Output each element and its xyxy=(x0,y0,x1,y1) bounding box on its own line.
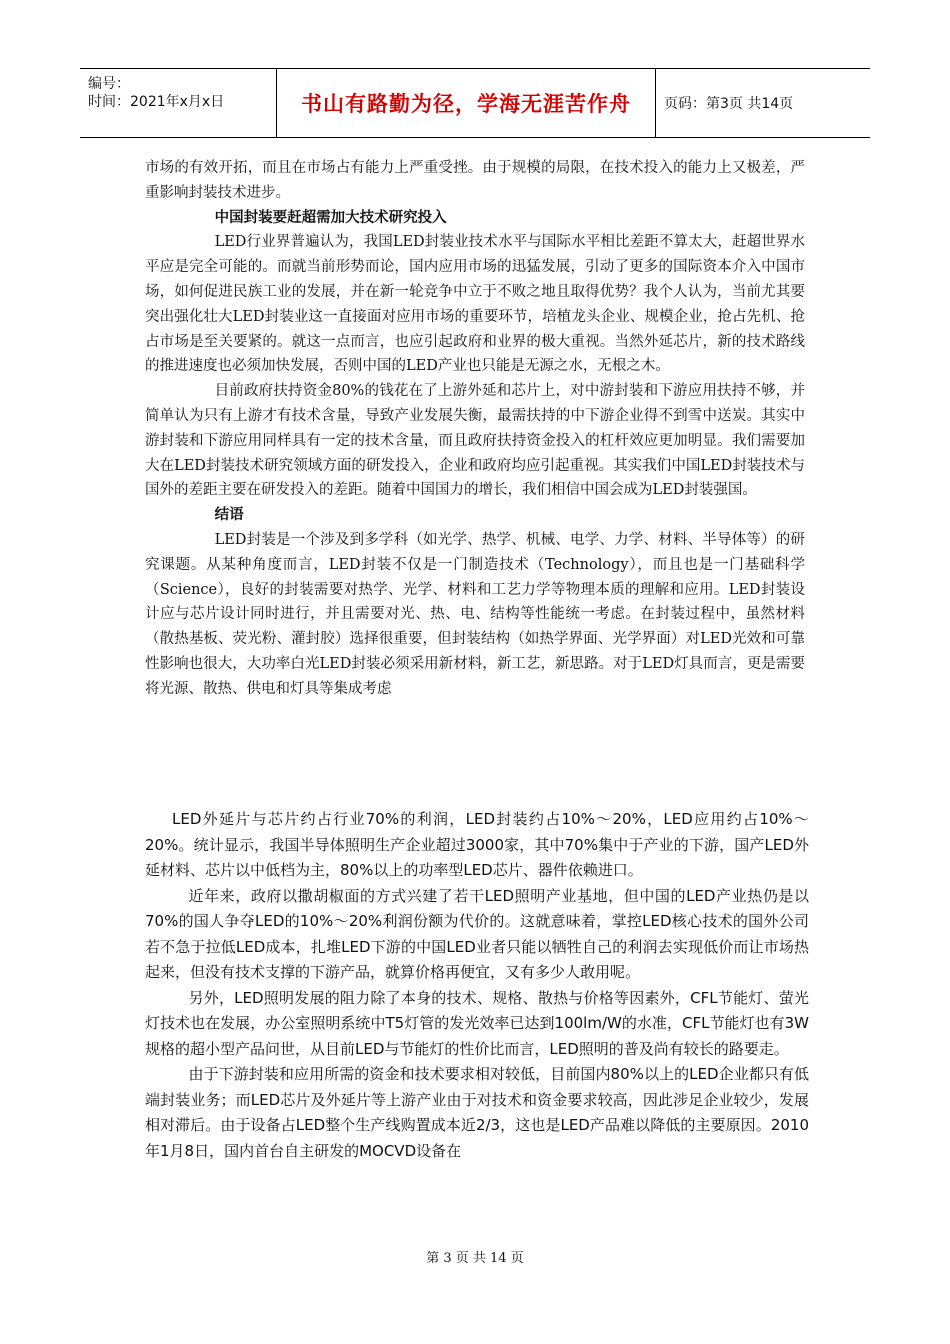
serif-section xyxy=(145,156,805,702)
motto-text: 书山有路勤为径，学海无涯苦作舟 xyxy=(301,92,631,116)
paragraph: LED封装是一个涉及到多学科（如光学、热学、机械、电学、力学、材料、半导体等）的研究课题。从某种角度而言，LED封装不仅是一门制造技术（Technology），而且也是一门基础科学（Science），良好的封装需要对热学、光学、材料和工艺力学等物理本质的理解和应用。LED封装设计应与芯片设计同时进行，并且需要对光、热、电、结构等性能统一考虑。在封装过程中，虽然材料（散热基板、荧光粉、灌封胶）选择很重要，但封装结构（如热学界面、光学界面）对LED光效和可靠性影响也很大，大功率白光LED封装必须采用新材料，新工艺，新思路。对于LED灯具而言，更是需要将光源、散热、供电和灯具等集成考虑 xyxy=(145,531,805,697)
paragraph: 近年来，政府以撒胡椒面的方式兴建了若干LED照明产业基地，但中国的LED产业热仍是以70%的国人争夺LED的10%～20%利润份额为代价的。这就意味着，掌控LED核心技术的国外公司若不急于拉低LED成本，扎堆LED下游的中国LED业者只能以牺牲自己的利润去实现低价而让市场热起来，但没有技术支撑的下游产品，就算价格再便宜，又有多少人敢用呢。 xyxy=(145,886,809,981)
page-footer: 第 3 页 共 14 页 xyxy=(426,1251,524,1266)
paragraph: LED行业界普遍认为，我国LED封装业技术水平与国际水平相比差距不算太大，赶超世界水平应是完全可能的。而就当前形势而论，国内应用市场的迅猛发展，引动了更多的国际资本介入中国市场，如何促进民族工业的发展，并在新一轮竞争中立于不败之地且取得优势？我个人认为，当前尤其要突出强化壮大LED封装业这一直接面对应用市场的重要环节，培植龙头企业、规模企业，抢占先机、抢占市场是至关要紧的。就这一点而言，也应引起政府和业界的极大重视。当然外延芯片，新的技术路线的推进速度也必须加快发展，否则中国的LED产业也只能是无源之水，无根之木。 xyxy=(145,234,805,375)
page-info: 页码：第3页 共14页 xyxy=(664,96,794,112)
paragraph: 目前政府扶持资金80%的钱花在了上游外延和芯片上，对中游封装和下游应用扶持不够，并简单认为只有上游才有技术含量，导致产业发展失衡，最需扶持的中下游企业得不到雪中送炭。其实中游封装和下游应用同样具有一定的技术含量，而且政府扶持资金投入的杠杆效应更加明显。我们需要加大在LED封装技术研究领域方面的研发投入，企业和政府均应引起重视。其实我们中国LED封装技术与国外的差距主要在研发投入的差距。随着中国国力的增长，我们相信中国会成为LED封装强国。 xyxy=(145,383,805,499)
section-heading: 中国封装要赶超需加大技术研究投入 xyxy=(214,209,447,226)
header-meta xyxy=(80,69,276,137)
header-motto-cell xyxy=(276,69,656,137)
sans-section xyxy=(145,807,809,1164)
page-header xyxy=(80,68,870,138)
number-label: 编号： xyxy=(88,76,130,92)
paragraph: 市场的有效开拓，而且在市场占有能力上严重受挫。由于规模的局限，在技术投入的能力上又极差，严重影响封装技术进步。 xyxy=(145,160,805,201)
paragraph: 另外，LED照明发展的阻力除了本身的技术、规格、散热与价格等因素外，CFL节能灯、萤光灯技术也在发展，办公室照明系统中T5灯管的发光效率已达到100lm/W的水准，CFL节能灯也有3W规格的超小型产品问世，从目前LED与节能灯的性价比而言，LED照明的普及尚有较长的路要走。 xyxy=(145,988,809,1058)
date-label: 时间：2021年x月x日 xyxy=(88,94,225,110)
paragraph: LED外延片与芯片约占行业70%的利润，LED封装约占10%～20%，LED应用约占10%～20%。统计显示，我国半导体照明生产企业超过3000家，其中70%集中于产业的下游，国产LED外延材料、芯片以中低档为主，80%以上的功率型LED芯片、器件依赖进口。 xyxy=(145,810,809,879)
section-heading: 结语 xyxy=(214,507,244,524)
paragraph: 由于下游封装和应用所需的资金和技术要求相对较低，目前国内80%以上的LED企业都只有低端封装业务；而LED芯片及外延片等上游产业由于对技术和资金要求较高，因此涉足企业较少，发展相对滞后。由于设备占LED整个生产线购置成本近2/3，这也是LED产品难以降低的主要原因。2010年1月8日，国内首台自主研发的MOCVD设备在 xyxy=(145,1065,809,1160)
